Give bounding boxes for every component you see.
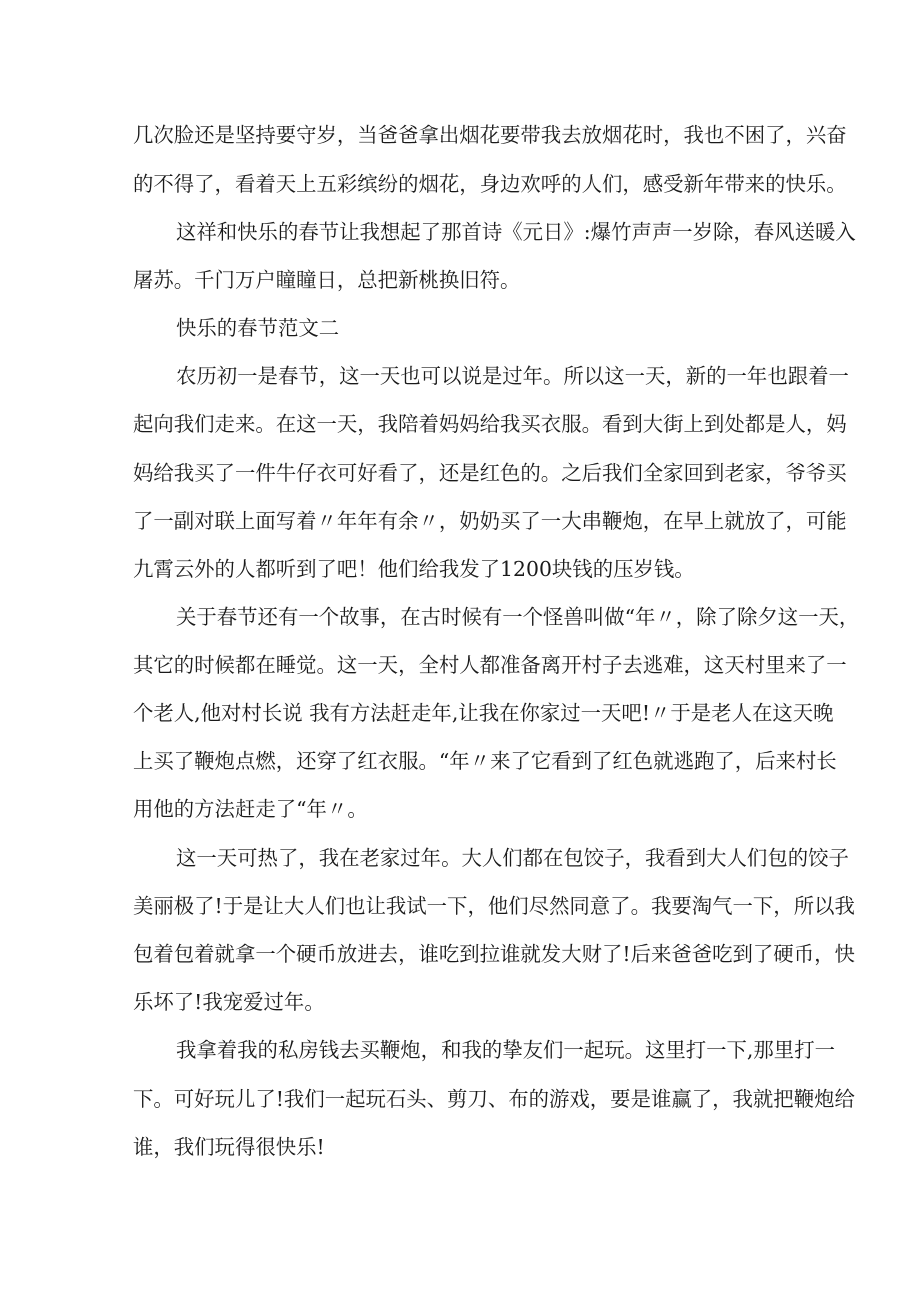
text-line: 个老人,他对村长说 我有方法赶走年,让我在你家过一天吧!〃于是老人在这天晚 [133, 701, 834, 725]
text-line: 用他的方法赶走了“年〃。 [133, 797, 368, 821]
text-line: 起向我们走来。在这一天，我陪着妈妈给我买衣服。看到大街上到处都是人，妈 [133, 412, 847, 436]
text-line: 这一天可热了，我在老家过年。大人们都在包饺子，我看到大人们包的饺子 [176, 846, 849, 870]
text-line: 乐坏了!我宠爱过年。 [133, 990, 325, 1014]
text-line: 美丽极了!于是让大人们也让我试一下，他们尽然同意了。我要淘气一下，所以我 [133, 894, 855, 918]
text-line: 关于春节还有一个故事，在古时候有一个怪兽叫做“年〃，除了除夕这一天， [176, 605, 860, 629]
text-line: 了一副对联上面写着〃年年有余〃，奶奶买了一大串鞭炮，在早上就放了，可能 [133, 509, 847, 533]
text-line: 我拿着我的私房钱去买鞭炮，和我的挚友们一起玩。这里打一下,那里打一 [176, 1038, 835, 1062]
text-line: 妈给我买了一件牛仔衣可好看了，还是红色的。之后我们全家回到老家，爷爷买 [133, 461, 847, 485]
text-line: 的不得了，看着天上五彩缤纷的烟花，身边欢呼的人们，感受新年带来的快乐。 [133, 172, 847, 196]
text-line: 农历初一是春节，这一天也可以说是过年。所以这一天，新的一年也跟着一 [176, 364, 849, 388]
text-line: 上买了鞭炮点燃，还穿了红衣服。“年〃来了它看到了红色就逃跑了，后来村长 [133, 749, 837, 773]
text-line: 其它的时候都在睡觉。这一天，全村人都准备离开村子去逃难，这天村里来了一 [133, 653, 847, 677]
text-line: 九霄云外的人都听到了吧！他们给我发了1200块钱的压岁钱。 [133, 557, 695, 581]
text-line: 谁，我们玩得很快乐! [133, 1135, 325, 1159]
section-heading: 快乐的春节范文二 [176, 316, 340, 340]
text-line: 包着包着就拿一个硬币放进去，谁吃到拉谁就发大财了!后来爸爸吃到了硬币，快 [133, 942, 855, 966]
text-line: 这祥和快乐的春节让我想起了那首诗《元日》:爆竹声声一岁除，春风送暖入 [176, 220, 856, 244]
text-line: 屠苏。千门万户瞳瞳日，总把新桃换旧符。 [133, 268, 521, 292]
text-line: 几次脸还是坚持要守岁，当爸爸拿出烟花要带我去放烟花时，我也不困了，兴奋 [133, 123, 847, 147]
text-line: 下。可好玩儿了!我们一起玩石头、剪刀、布的游戏，要是谁赢了，我就把鞭炮给 [133, 1087, 855, 1111]
